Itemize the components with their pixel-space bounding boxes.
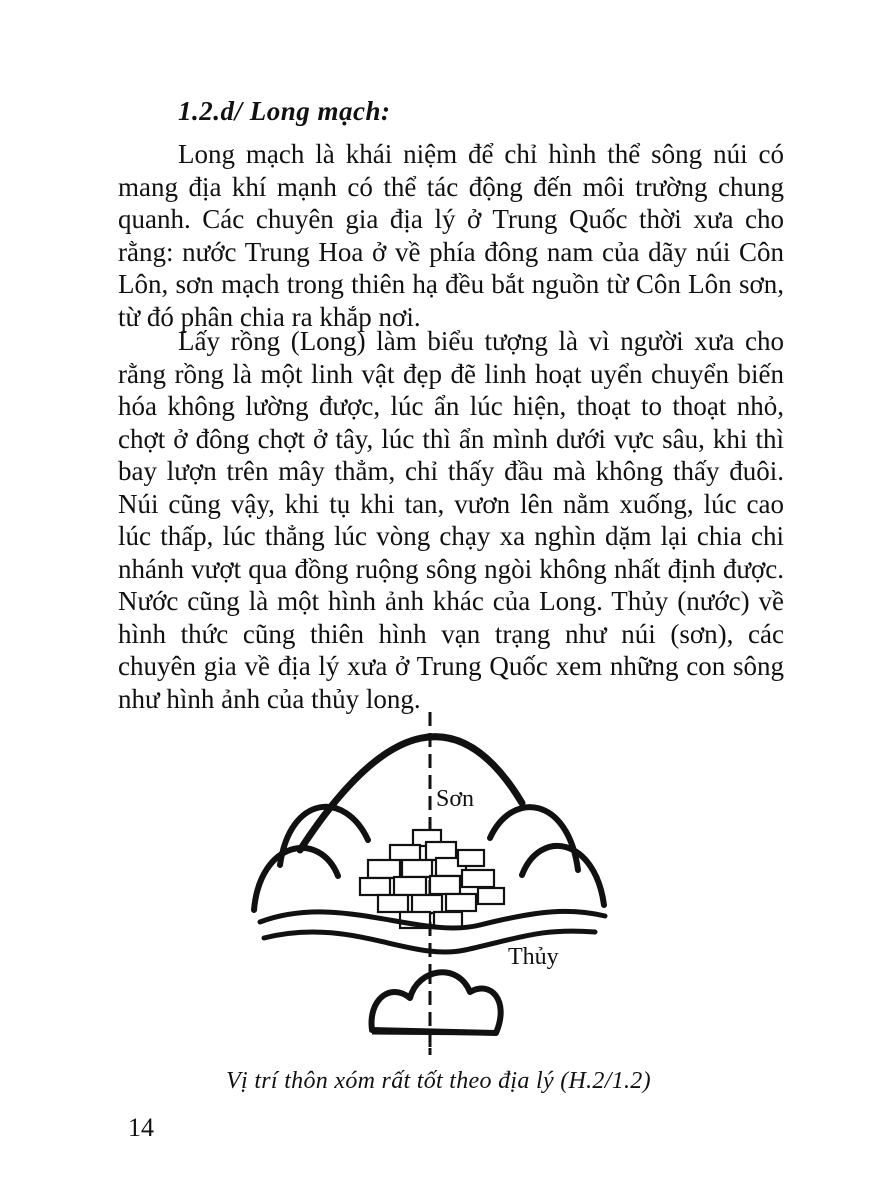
bottom-hill-base <box>372 1032 496 1033</box>
house <box>458 850 484 866</box>
house <box>378 895 408 912</box>
label-mountain: Sơn <box>436 786 475 812</box>
house <box>430 876 460 894</box>
figure-caption: Vị trí thôn xóm rất tốt theo địa lý (H.2/1.2) <box>226 1068 651 1094</box>
page-number: 14 <box>128 1113 154 1142</box>
village-location-diagram <box>250 700 630 1060</box>
section-heading: 1.2.d/ Long mạch: <box>178 96 391 126</box>
right-outer-hill <box>522 846 604 905</box>
house <box>368 860 400 878</box>
house <box>402 860 432 877</box>
bottom-hill <box>372 972 501 1033</box>
house <box>446 894 476 911</box>
house <box>478 888 504 904</box>
left-outer-hill <box>254 848 338 910</box>
house <box>462 870 494 887</box>
house <box>412 895 442 913</box>
main-mountain-arc <box>300 737 522 850</box>
paragraph-dragon-symbol: Lấy rồng (Long) làm biểu tượng là vì người xưa cho rằng rồng là một linh vật đẹp đẽ linh hoạt uyển chuyển biến hóa không lường được, lúc ẩn lúc hiện, thoạt to thoạt nhỏ, chợt ở đông chợt ở tây, lúc thì ẩn mình dưới vực sâu, khi thì bay lượn trên mây thẳm, chỉ thấy đầu mà không thấy đuôi. Núi cũng vậy, khi tụ khi tan, vươn lên nằm xuống, lúc cao lúc thấp, lúc thẳng lúc vòng chạy xa nghìn dặm lại chia chi nhánh vượt qua đồng ruộng sông ngòi không nhất định được. Nước cũng là một hình ảnh khác của Long. Thủy (nước) về hình thức cũng thiên hình vạn trạng như núi (sơn), các chuyên gia về địa lý xưa ở Trung Quốc xem những con sông như hình ảnh của thủy long. <box>118 326 784 714</box>
house <box>360 878 390 895</box>
house <box>394 877 426 895</box>
paragraph-long-mach-definition: Long mạch là khái niệm để chỉ hình thể sông núi có mang địa khí mạnh có thể tác động đến môi trường chung quanh. Các chuyên gia địa lý ở Trung Quốc thời xưa cho rằng: nước Trung Hoa ở về phía đông nam của dãy núi Côn Lôn, sơn mạch trong thiên hạ đều bắt nguồn từ Côn Lôn sơn, từ đó phân chia ra khắp nơi. <box>118 139 784 332</box>
label-water: Thủy <box>508 944 559 970</box>
diagram-svg <box>250 700 630 1060</box>
right-inner-hill <box>490 807 578 870</box>
village-houses <box>360 830 504 928</box>
